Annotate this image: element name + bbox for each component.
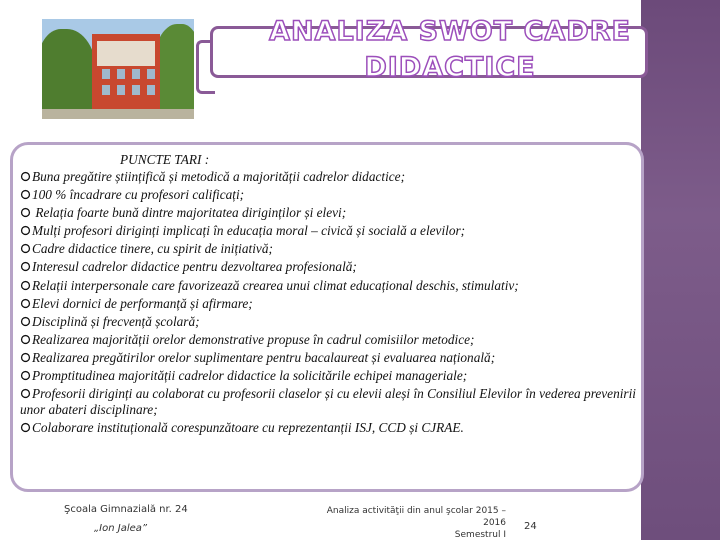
circle-bullet-icon	[20, 261, 31, 272]
list-item	[20, 278, 636, 294]
list-item	[20, 169, 636, 185]
school-patron: „Ion Jalea”	[94, 523, 148, 534]
circle-bullet-icon	[20, 422, 31, 433]
list-item-text: Profesorii diriginți au colaborat cu profesorii claselor și cu elevii aleși în Consiliul Elevilor în vederea prevenirii unor abateri disciplinare;	[20, 386, 636, 417]
list-item	[20, 350, 636, 366]
circle-bullet-icon	[20, 298, 31, 309]
circle-bullet-icon	[20, 225, 31, 236]
circle-bullet-icon	[20, 370, 31, 381]
page-number: 24	[524, 521, 537, 532]
circle-bullet-icon	[20, 388, 31, 399]
list-item-text: Buna pregătire științifică și metodică a majorității cadrelor didactice;	[32, 169, 406, 184]
slide-title: ANALIZA SWOT CADRE DIDACTICE	[269, 16, 631, 83]
circle-bullet-icon	[20, 334, 31, 345]
list-item-text: Realizarea pregătirilor orelor suplimentare pentru bacalaureat și evaluarea națională;	[32, 349, 496, 365]
circle-bullet-icon	[20, 243, 31, 254]
footer-school	[64, 500, 264, 538]
list-item	[20, 368, 636, 384]
list-item	[20, 314, 636, 330]
list-item-text: Relația foarte bună dintre majoritatea diriginților și elevi;	[32, 205, 347, 221]
list-item-text: Disciplină și frecvență școlară;	[32, 313, 200, 329]
circle-bullet-icon	[20, 171, 31, 182]
circle-bullet-icon	[20, 189, 31, 200]
list-item-text: Realizarea majorității orelor demonstrative propuse în cadrul comisiilor metodice;	[32, 331, 475, 347]
list-item	[20, 241, 636, 257]
circle-bullet-icon	[20, 207, 31, 218]
footer-report	[306, 505, 506, 541]
strengths-list	[20, 169, 636, 435]
list-item-text: Cadre didactice tinere, cu spirit de inițiativă;	[32, 241, 273, 257]
list-item-text: 100 % încadrare cu profesori calificați;	[32, 187, 245, 203]
list-item-text: Promptitudinea majorității cadrelor didactice la solicitările echipei manageriale;	[32, 368, 468, 384]
school-building-photo	[42, 19, 194, 119]
list-item	[20, 420, 636, 436]
list-item-text: Interesul cadrelor didactice pentru dezvoltarea profesională;	[32, 259, 357, 275]
circle-bullet-icon	[20, 316, 31, 327]
content-area	[20, 152, 636, 438]
list-item	[20, 332, 636, 348]
list-item	[20, 223, 636, 239]
list-item	[20, 187, 636, 203]
list-item-text: Colaborare instituțională corespunzătoare cu reprezentanții ISJ, CCD și CJRAE.	[32, 419, 464, 435]
circle-bullet-icon	[20, 280, 31, 291]
report-semester: Semestrul I	[454, 530, 506, 540]
section-heading: PUNCTE TARI :	[120, 152, 210, 167]
circle-bullet-icon	[20, 352, 31, 363]
list-item	[20, 259, 636, 275]
school-name: Şcoala Gimnazială nr. 24	[64, 504, 188, 515]
list-item	[20, 386, 636, 417]
list-item-text: Mulți profesori diriginți implicați în educația moral – civică și socială a elevilor;	[32, 223, 466, 239]
list-item	[20, 296, 636, 312]
list-item-text: Elevi dornici de performanță și afirmare;	[32, 295, 253, 311]
list-item	[20, 205, 636, 221]
list-item-text: Relații interpersonale care favorizează crearea unui climat educațional deschis, stimulativ;	[32, 277, 519, 293]
report-title: Analiza activităţii din anul şcolar 2015 – 2016	[326, 506, 506, 528]
